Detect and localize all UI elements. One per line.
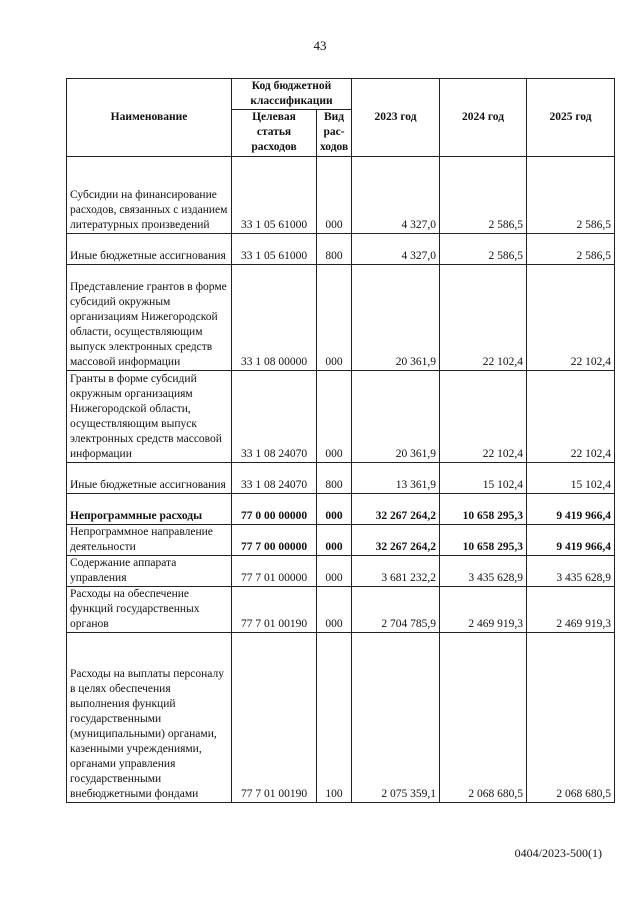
row-code: 33 1 08 00000 xyxy=(232,265,317,371)
row-value-2024: 10 658 295,3 xyxy=(440,525,527,556)
row-value-2024: 2 469 919,3 xyxy=(440,587,527,633)
row-value-2023: 4 327,0 xyxy=(352,234,440,265)
row-expense-type: 800 xyxy=(317,463,352,494)
row-expense-type: 000 xyxy=(317,525,352,556)
row-code: 77 7 01 00000 xyxy=(232,556,317,587)
table-row xyxy=(67,525,615,556)
row-value-2025: 9 419 966,4 xyxy=(527,494,615,525)
row-name: Субсидии на финансирование расходов, связанных с изданием литературных произведений xyxy=(67,157,232,234)
row-value-2023: 13 361,9 xyxy=(352,463,440,494)
row-code: 33 1 05 61000 xyxy=(232,157,317,234)
row-name: Расходы на выплаты персоналу в целях обеспечения выполнения функций государственными (муниципальными) органами, казенными учреждениями, органами управления государственными внебюджетными фондами xyxy=(67,633,232,803)
row-value-2025: 15 102,4 xyxy=(527,463,615,494)
page-number: 43 xyxy=(313,38,327,53)
budget-table xyxy=(66,78,615,803)
row-value-2025: 3 435 628,9 xyxy=(527,556,615,587)
row-value-2025: 2 586,5 xyxy=(527,234,615,265)
table-row xyxy=(67,371,615,463)
table-row xyxy=(67,234,615,265)
header-expense-type: Вид рас-ходов xyxy=(317,110,352,157)
row-expense-type: 000 xyxy=(317,265,352,371)
row-value-2023: 32 267 264,2 xyxy=(352,494,440,525)
row-expense-type: 000 xyxy=(317,587,352,633)
row-expense-type: 800 xyxy=(317,234,352,265)
row-value-2023: 32 267 264,2 xyxy=(352,525,440,556)
row-expense-type: 000 xyxy=(317,157,352,234)
row-name: Непрограммное направление деятельности xyxy=(67,525,232,556)
row-value-2023: 20 361,9 xyxy=(352,371,440,463)
row-code: 33 1 08 24070 xyxy=(232,371,317,463)
table-body xyxy=(67,157,615,803)
row-code: 33 1 05 61000 xyxy=(232,234,317,265)
row-value-2023: 20 361,9 xyxy=(352,265,440,371)
document-code: 0404/2023-500(1) xyxy=(514,846,602,860)
row-code: 77 7 01 00190 xyxy=(232,633,317,803)
row-name: Представление грантов в форме субсидий окружным организациям Нижегородской области, осуществляющим выпуск электронных средств массовой информации xyxy=(67,265,232,371)
row-expense-type: 000 xyxy=(317,494,352,525)
table-row xyxy=(67,587,615,633)
row-expense-type: 000 xyxy=(317,371,352,463)
row-code: 33 1 08 24070 xyxy=(232,463,317,494)
row-name: Расходы на обеспечение функций государственных органов xyxy=(67,587,232,633)
table-row xyxy=(67,157,615,234)
row-name: Иные бюджетные ассигнования xyxy=(67,234,232,265)
row-name: Содержание аппарата управления xyxy=(67,556,232,587)
row-value-2025: 22 102,4 xyxy=(527,265,615,371)
row-expense-type: 000 xyxy=(317,556,352,587)
table-row xyxy=(67,494,615,525)
row-value-2025: 2 469 919,3 xyxy=(527,587,615,633)
row-code: 77 0 00 00000 xyxy=(232,494,317,525)
row-value-2024: 22 102,4 xyxy=(440,371,527,463)
row-expense-type: 100 xyxy=(317,633,352,803)
header-name: Наименование xyxy=(67,79,232,157)
row-value-2023: 2 075 359,1 xyxy=(352,633,440,803)
row-name: Гранты в форме субсидий окружным организациям Нижегородской области, осуществляющим выпуск электронных средств массовой информации xyxy=(67,371,232,463)
row-value-2024: 2 586,5 xyxy=(440,234,527,265)
row-value-2025: 9 419 966,4 xyxy=(527,525,615,556)
row-value-2025: 2 068 680,5 xyxy=(527,633,615,803)
row-name: Иные бюджетные ассигнования xyxy=(67,463,232,494)
header-year-2024: 2024 год xyxy=(440,79,527,157)
row-value-2024: 10 658 295,3 xyxy=(440,494,527,525)
row-value-2023: 2 704 785,9 xyxy=(352,587,440,633)
row-value-2025: 22 102,4 xyxy=(527,371,615,463)
row-code: 77 7 00 00000 xyxy=(232,525,317,556)
header-year-2025: 2025 год xyxy=(527,79,615,157)
row-value-2024: 2 068 680,5 xyxy=(440,633,527,803)
row-name: Непрограммные расходы xyxy=(67,494,232,525)
header-target-article: Целевая статья расходов xyxy=(232,110,317,157)
row-value-2024: 15 102,4 xyxy=(440,463,527,494)
row-value-2024: 3 435 628,9 xyxy=(440,556,527,587)
row-value-2025: 2 586,5 xyxy=(527,157,615,234)
row-code: 77 7 01 00190 xyxy=(232,587,317,633)
table-row xyxy=(67,265,615,371)
header-year-2023: 2023 год xyxy=(352,79,440,157)
row-value-2023: 4 327,0 xyxy=(352,157,440,234)
row-value-2024: 2 586,5 xyxy=(440,157,527,234)
header-code-group: Код бюджетной классификации xyxy=(232,79,352,110)
row-value-2023: 3 681 232,2 xyxy=(352,556,440,587)
table-row xyxy=(67,556,615,587)
row-value-2024: 22 102,4 xyxy=(440,265,527,371)
table-row xyxy=(67,463,615,494)
table-row xyxy=(67,633,615,803)
